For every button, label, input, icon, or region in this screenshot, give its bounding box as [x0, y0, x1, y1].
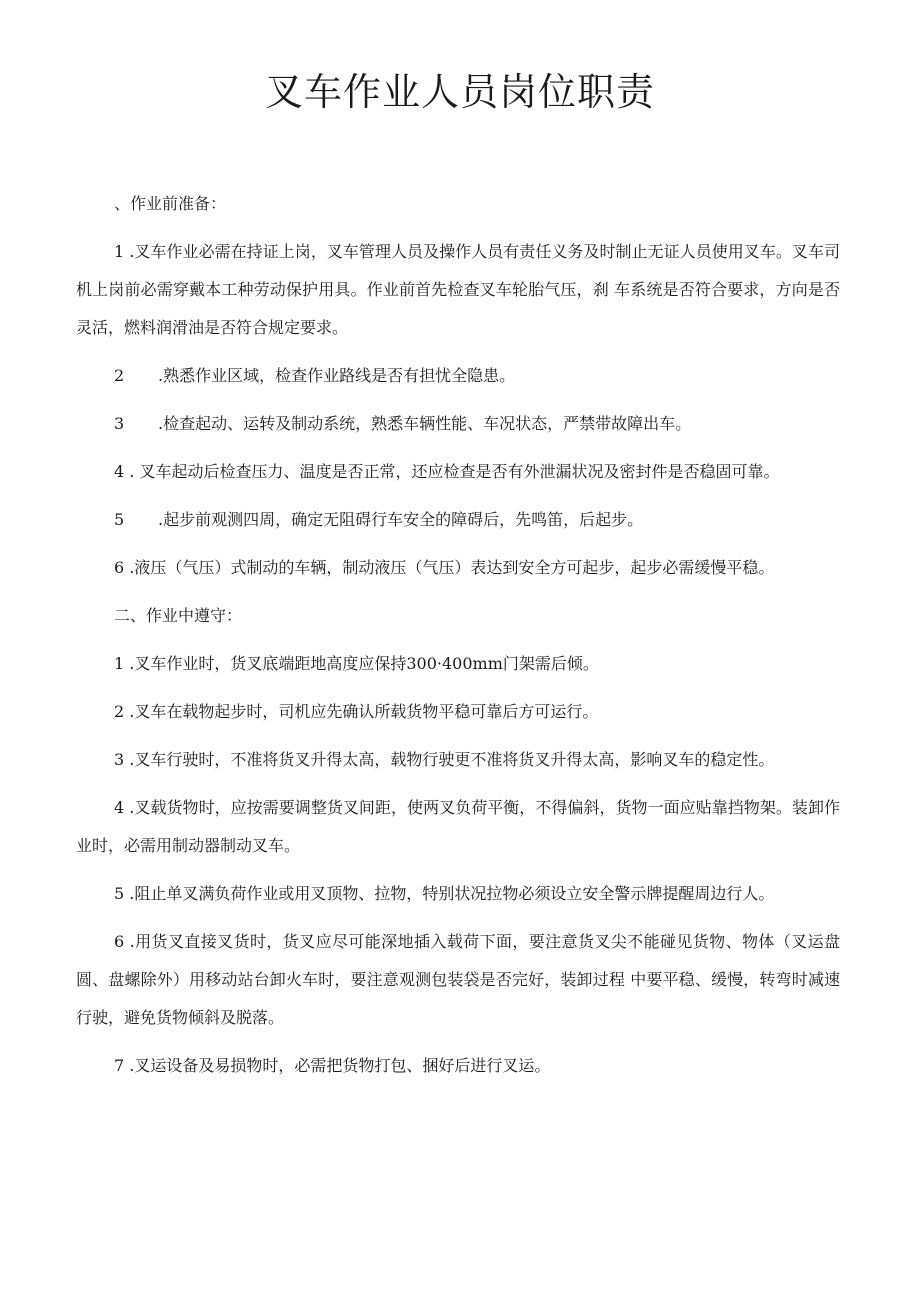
item-text: .叉车作业必需在持证上岗，叉车管理人员及操作人员有责任义务及时制止无证人员使用叉车。叉车司机上岗前必需穿戴本工种劳动保护用具。作业前首先检查叉车轮胎气压，刹 车系统是否符合要求，方向是否灵活，燃料润滑油是否符合规定要求。	[76, 242, 840, 337]
item-text: .叉载货物时，应按需要调整货叉间距，使两叉负荷平衡，不得偏斜，货物一面应贴靠挡物架。装卸作业时，必需用制动器制动叉车。	[76, 798, 840, 855]
item-number: 4	[114, 798, 125, 817]
page-title: 叉车作业人员岗位职责	[264, 70, 655, 114]
item-number: 6	[114, 558, 125, 577]
section-heading-operation: 二、作业中遵守：	[114, 606, 243, 625]
list-item	[76, 741, 840, 779]
item-number: 2	[114, 702, 125, 721]
item-text: .叉运设备及易损物时，必需把货物打包、捆好后进行叉运。	[124, 1056, 551, 1075]
item-number: 5	[114, 884, 125, 903]
item-text: . 叉车起动后检查压力、温度是否正常，还应检查是否有外泄漏状况及密封件是否稳固可靠。	[124, 462, 780, 481]
item-number: 7	[114, 1056, 125, 1075]
item-text: .叉车作业时，货叉底端距地高度应保持300·400mm门架需后倾。	[124, 654, 599, 673]
document-body	[76, 185, 840, 1095]
item-number: 3	[114, 750, 125, 769]
item-text: .叉车在载物起步时，司机应先确认所载货物平稳可靠后方可运行。	[124, 702, 599, 721]
item-number: 2	[114, 366, 125, 385]
item-number: 1	[114, 654, 125, 673]
item-text: .叉车行驶时，不准将货叉升得太高，载物行驶更不准将货叉升得太高，影响叉车的稳定性。	[124, 750, 775, 769]
item-number: 5	[114, 510, 125, 529]
item-text: .阻止单叉满负荷作业或用叉顶物、拉物，特别状况拉物必须设立安全警示牌提醒周边行人。	[124, 884, 775, 903]
list-item	[76, 789, 840, 865]
item-text: .起步前观测四周，确定无阻碍行车安全的障碍后，先鸣笛，后起步。	[158, 510, 644, 529]
list-item	[76, 923, 840, 1037]
item-number: 4	[114, 462, 125, 481]
list-item	[76, 233, 840, 347]
item-text: .用货叉直接叉货时，货叉应尽可能深地插入载荷下面，要注意货叉尖不能碰见货物、物体（叉运盘圆、盘螺除外）用移动站台卸火车时，要注意观测包装袋是否完好，装卸过程 中要平稳、缓慢，转弯时减速行驶，避免货物倾斜及脱落。	[76, 932, 840, 1027]
item-number: 1	[114, 242, 125, 261]
list-item	[76, 453, 840, 491]
list-item	[76, 645, 840, 683]
section-heading-preparation: 、作业前准备：	[114, 194, 227, 213]
item-text: .检查起动、运转及制动系统，熟悉车辆性能、车况状态，严禁带故障出车。	[158, 414, 692, 433]
list-item	[76, 875, 840, 913]
list-item	[76, 549, 840, 587]
list-item	[76, 693, 840, 731]
list-item	[76, 357, 840, 395]
item-text: .熟悉作业区域，检查作业路线是否有担忧全隐患。	[158, 366, 516, 385]
item-number: 6	[114, 932, 125, 951]
list-item	[76, 501, 840, 539]
item-text: .液压（气压）式制动的车辆，制动液压（气压）表达到安全方可起步，起步必需缓慢平稳。	[124, 558, 775, 577]
list-item	[76, 1047, 840, 1085]
item-number: 3	[114, 414, 125, 433]
list-item	[76, 405, 840, 443]
